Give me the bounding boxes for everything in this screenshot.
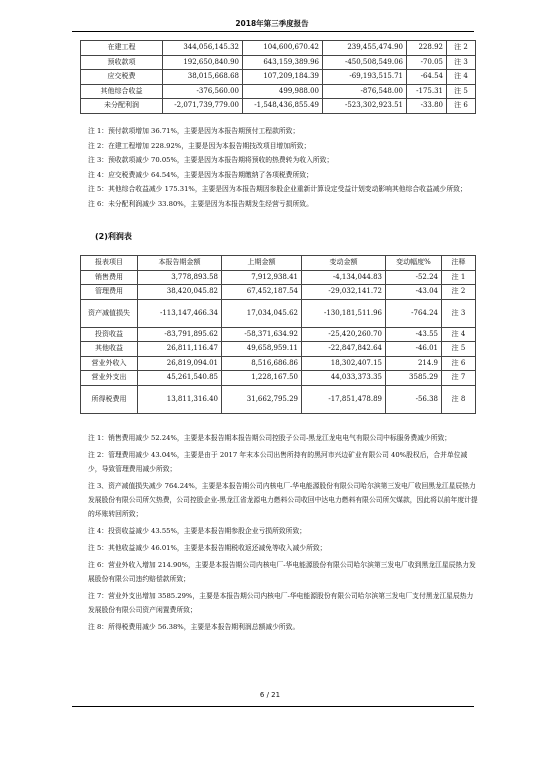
item-cell: 应交税费 [81,70,163,85]
item-cell: 营业外收入 [81,356,138,371]
note-cell: 注 5 [442,342,476,357]
note-paragraph: 注 8：所得税费用减少 56.38%，主要是本报告期利润总额减少所致。 [88,623,300,631]
item-cell: 资产减值损失 [81,299,138,327]
table-row [81,70,476,85]
item-cell: 营业外支出 [81,371,138,386]
note-cell: 注 2 [447,41,476,56]
change-pct-cell: -43.04 [386,285,442,300]
item-cell: 所得税费用 [81,385,138,413]
note-paragraph: 注 6：营业外收入增加 214.90%，主要是本报告期公司内核电厂-华电能源股份有限公司哈尔滨第三发电厂收到黑龙江星辰热力发展股份有限公司违约赔偿款所致； [88,561,476,583]
table-row [81,327,476,342]
change-amount-cell: -876,548.00 [323,84,407,99]
table-row [81,99,476,114]
note-paragraph: 注 3、资产减值损失减少 764.24%，主要是本报告期公司内核电厂-华电能源股份有限公司哈尔滨第三发电厂收回黑龙江星辰热力发展股份有限公司所欠热费，公司控股企业-黑龙江省龙源电力燃料公司收回中达电力燃料有限公司所欠煤款，因此将以前年度计提的坏账转回所致； [88,482,478,518]
previous-amount-cell: 107,209,184.39 [243,70,323,85]
current-amount-cell: -83,791,895.62 [138,327,222,342]
current-amount-cell: 344,056,145.32 [163,41,243,56]
change-amount-cell: -130,181,511.96 [302,299,386,327]
page-number: 6 / 21 [259,691,281,699]
current-amount-cell: 38,015,668.68 [163,70,243,85]
change-pct-cell: -56.38 [386,385,442,413]
previous-amount-cell: 7,912,938.41 [222,270,302,285]
previous-amount-cell: 104,600,670.42 [243,41,323,56]
item-cell: 销售费用 [81,270,138,285]
note-paragraph: 注 1：销售费用减少 52.24%，主要是本报告期本报告期公司控股子公司-黑龙江龙电电气有限公司中标服务费减少所致； [88,434,452,442]
note-paragraph: 注 4：投资收益减少 43.55%，主要是本报告期参股企业亏损所致所致； [88,527,307,535]
change-pct-cell: -64.54 [407,70,447,85]
change-pct-cell: 228.92 [407,41,447,56]
change-pct-cell: -70.05 [407,55,447,70]
change-amount-cell: 18,302,407.15 [302,356,386,371]
income-statement-table [80,255,476,414]
table-row [81,55,476,70]
change-amount-cell: -25,420,260.70 [302,327,386,342]
note-cell: 注 7 [442,371,476,386]
change-pct-cell: -764.24 [386,299,442,327]
change-amount-cell: -523,302,923.51 [323,99,407,114]
header-divider [72,31,474,32]
change-pct-cell: -46.01 [386,342,442,357]
previous-amount-cell: 1,228,167.50 [222,371,302,386]
column-header: 变动幅度% [386,256,442,271]
current-amount-cell: 26,819,094.01 [138,356,222,371]
income-notes [88,431,480,634]
note-cell: 注 6 [447,99,476,114]
previous-amount-cell: 8,516,686.86 [222,356,302,371]
note-cell: 注 4 [442,327,476,342]
item-cell: 在建工程 [81,41,163,56]
current-amount-cell: 38,420,045.82 [138,285,222,300]
table-row [81,342,476,357]
note-paragraph: 注 2：管理费用减少 43.04%，主要是由于 2017 年末本公司出售所持有的黑河市兴边矿业有限公司 40%股权后，合并单位减少，导致管理费用减少所致； [88,451,468,473]
footer-divider [72,706,474,707]
previous-amount-cell: 31,662,795.29 [222,385,302,413]
previous-amount-cell: 67,452,187.54 [222,285,302,300]
balance-change-table [80,40,476,114]
current-amount-cell: 26,811,116.47 [138,342,222,357]
table-row [81,385,476,413]
column-header: 报表项目 [81,256,138,271]
previous-amount-cell: 643,159,389.96 [243,55,323,70]
note-paragraph: 注 5：其他综合收益减少 175.31%，主要是因为本报告期因参股企业重新计算设定受益计划变动影响其他综合收益减少所致； [88,185,467,193]
item-cell: 其他综合收益 [81,84,163,99]
item-cell: 预收款项 [81,55,163,70]
current-amount-cell: -113,147,466.34 [138,299,222,327]
column-header: 注释 [442,256,476,271]
previous-amount-cell: -58,371,634.92 [222,327,302,342]
change-amount-cell: -450,508,549.06 [323,55,407,70]
note-cell: 注 2 [442,285,476,300]
current-amount-cell: 13,811,316.40 [138,385,222,413]
item-cell: 管理费用 [81,285,138,300]
income-statement-title: (2)利润表 [95,232,132,241]
note-paragraph: 注 2：在建工程增加 228.92%，主要是因为本报告期技改项目增加所致； [88,141,311,150]
change-amount-cell: -4,134,044.83 [302,270,386,285]
current-amount-cell: -2,071,739,779.00 [163,99,243,114]
column-header: 上期金额 [222,256,302,271]
previous-amount-cell: 499,988.00 [243,84,323,99]
current-amount-cell: -376,560.00 [163,84,243,99]
change-amount-cell: 239,455,474.90 [323,41,407,56]
current-amount-cell: 192,650,840.90 [163,55,243,70]
balance-notes [88,124,480,211]
table-row [81,84,476,99]
change-pct-cell: -52.24 [386,270,442,285]
note-paragraph: 注 6：未分配利润减少 33.80%，主要是因为本报告期发生经营亏损所致。 [88,199,313,208]
change-amount-cell: -22,847,842.64 [302,342,386,357]
column-header: 本报告期金额 [138,256,222,271]
table-header-row [81,256,476,271]
note-cell: 注 1 [442,270,476,285]
change-pct-cell: -33.80 [407,99,447,114]
change-amount-cell: -69,193,515.71 [323,70,407,85]
note-cell: 注 5 [447,84,476,99]
current-amount-cell: 3,778,893.58 [138,270,222,285]
table-row [81,285,476,300]
change-pct-cell: 214.9 [386,356,442,371]
change-amount-cell: -17,851,478.89 [302,385,386,413]
column-header: 变动金额 [302,256,386,271]
note-paragraph: 注 5：其他收益减少 46.01%，主要是本报告期税收返还减免等收入减少所致； [88,544,327,552]
change-pct-cell: -43.55 [386,327,442,342]
table-row [81,41,476,56]
change-pct-cell: -175.31 [407,84,447,99]
current-amount-cell: 45,261,540.85 [138,371,222,386]
note-cell: 注 4 [447,70,476,85]
table-row [81,356,476,371]
previous-amount-cell: 49,658,959.11 [222,342,302,357]
note-paragraph: 注 3：预收款项减少 70.05%，主要是因为本报告期将预收的热费转为收入所致； [88,156,334,164]
item-cell: 未分配利润 [81,99,163,114]
previous-amount-cell: -1,548,436,855.49 [243,99,323,114]
note-paragraph: 注 1：预付款项增加 36.71%，主要是因为本报告期预付工程款所致； [88,127,300,135]
change-amount-cell: 44,033,373.35 [302,371,386,386]
table-row [81,270,476,285]
table-row [81,371,476,386]
note-paragraph: 注 7：营业外支出增加 3585.29%，主要是本报告期公司内核电厂-华电能源股份有限公司哈尔滨第三发电厂支付黑龙江星辰热力发展股份有限公司资产闲置费所致； [88,592,474,614]
note-cell: 注 6 [442,356,476,371]
report-header-title: 2018年第三季度报告 [235,19,309,28]
change-amount-cell: -29,032,141.72 [302,285,386,300]
note-cell: 注 3 [442,299,476,327]
item-cell: 其他收益 [81,342,138,357]
change-pct-cell: 3585.29 [386,371,442,386]
note-cell: 注 3 [447,55,476,70]
note-paragraph: 注 4：应交税费减少 64.54%，主要是因为本报告期缴纳了各项税费所致； [88,170,313,179]
table-row [81,299,476,327]
item-cell: 投资收益 [81,327,138,342]
note-cell: 注 8 [442,385,476,413]
previous-amount-cell: 17,034,045.62 [222,299,302,327]
